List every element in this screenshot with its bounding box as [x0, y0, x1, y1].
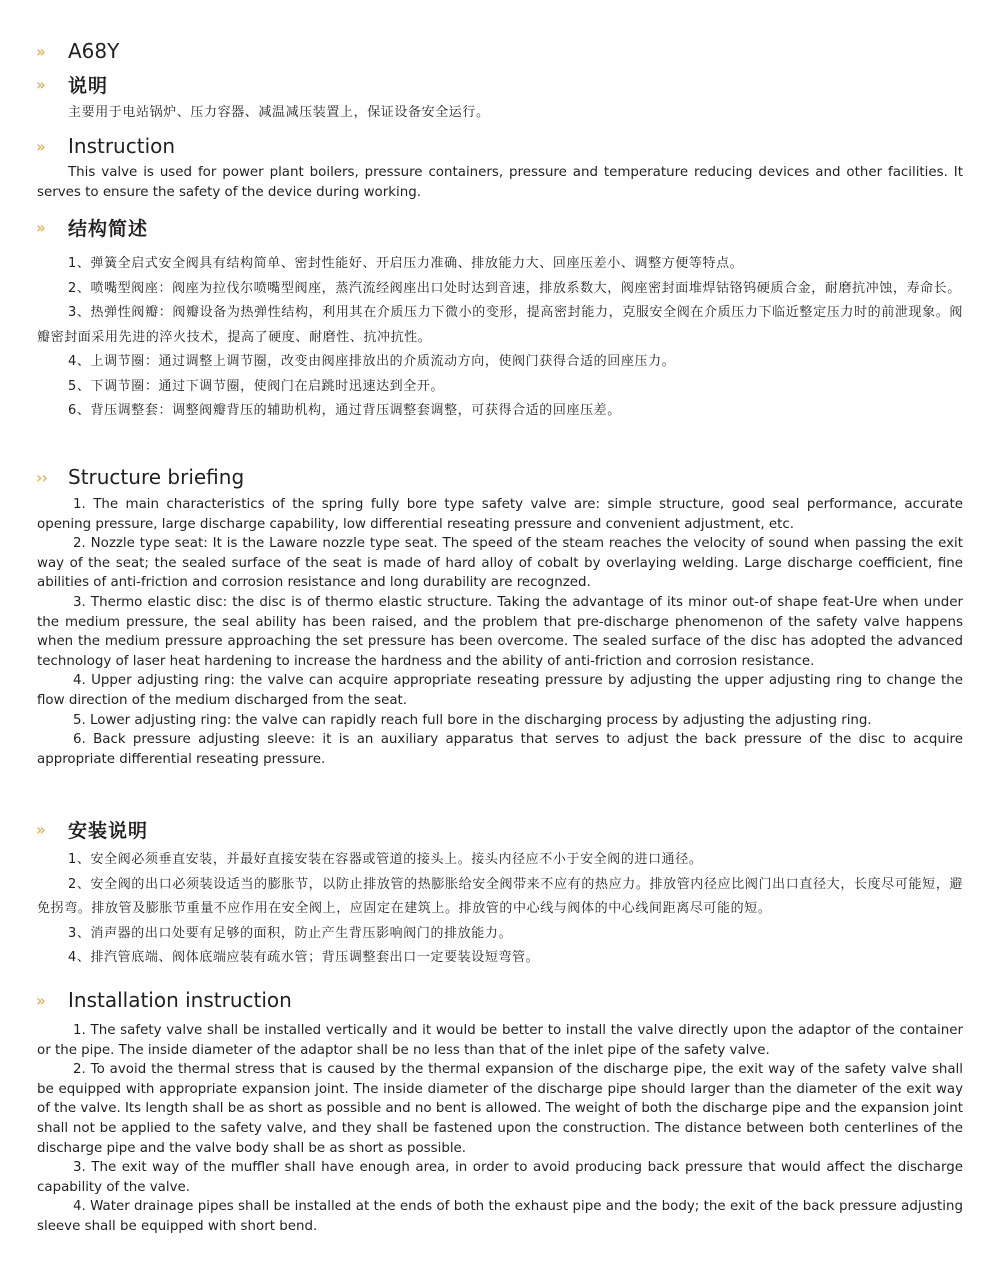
model-heading — [36, 37, 119, 65]
section-title: 说明 — [68, 74, 109, 97]
list-item: 2、安全阀的出口必须装设适当的膨胀节，以防止排放管的热膨胀给安全阀带来不应有的热应力。排放管内径应比阀门出口直径大，长度尽可能短，避免拐弯。排放管及膨胀节重量不应作用在安全阀上，应固定在建筑上。排放管的中心线与阀体的中心线间距离尽可能的短。 — [37, 876, 963, 916]
desc-cn-text — [37, 101, 963, 126]
list-item: 3、热弹性阀瓣：阀瓣设备为热弹性结构，利用其在介质压力下微小的变形，提高密封能力，克服安全阀在介质压力下临近整定压力时的前泄现象。阀瓣密封面采用先进的淬火技术，提高了硬度、耐磨性、抗冲抗性。 — [37, 305, 963, 345]
chevron-marker-icon: » — [36, 74, 45, 94]
list-item: 1、弹簧全启式安全阀具有结构简单、密封性能好、开启压力准确、排放能力大、回座压差小、调整方便等特点。 — [68, 256, 744, 271]
paragraph: This valve is used for power plant boilers, pressure containers, pressure and temperature reducing devices and other facilities. It serves to ensure the safety of the device during working. — [37, 165, 963, 200]
chevron-marker-icon: ›› — [36, 467, 47, 487]
list-item: 6、背压调整套：调整阀瓣背压的辅助机构，通过背压调整套调整，可获得合适的回座压差。 — [68, 403, 621, 418]
paragraph: 主要用于电站锅炉、压力容器、减温减压装置上，保证设备安全运行。 — [68, 105, 490, 120]
desc-en-heading — [36, 132, 175, 160]
chevron-marker-icon: » — [36, 819, 45, 839]
install-cn-list — [37, 848, 963, 971]
desc-cn-heading — [36, 70, 108, 98]
install-en-heading — [36, 986, 292, 1014]
list-item: 3. Thermo elastic disc: the disc is of thermo elastic structure. Taking the advantage of its minor out-of shape feat-Ure when under the medium pressure, the seal ability has been raised, and the problem that pre-discharge phenomenon of the safety valve happens when the medium pressure approaching the set pressure has been overcome. The sealed surface of the disc has adopted the advanced technology of laser heat hardening to increase the hardness and the ability of anti-friction and corrosion resistance. — [37, 594, 963, 669]
struct-cn-list — [37, 252, 963, 424]
section-title: Instruction — [68, 134, 176, 158]
chevron-marker-icon: » — [36, 217, 45, 237]
struct-en-list — [37, 495, 963, 769]
list-item: 6. Back pressure adjusting sleeve: it is an auxiliary apparatus that serves to adjust the back pressure of the disc to acquire appropriate differential reseating pressure. — [37, 732, 963, 767]
chevron-marker-icon: » — [36, 990, 45, 1010]
struct-en-heading — [36, 463, 244, 491]
section-title: Installation instruction — [68, 988, 292, 1012]
desc-en-text — [37, 163, 963, 202]
install-en-list — [37, 1021, 963, 1237]
list-item: 1. The main characteristics of the spring fully bore type safety valve are: simple structure, good seal performance, accurate opening pressure, large discharge capability, low differential reseating pressure and convenient adjustment, etc. — [37, 497, 963, 532]
install-cn-heading — [36, 815, 148, 843]
section-title: 结构简述 — [68, 217, 149, 240]
list-item: 2. Nozzle type seat: It is the Laware nozzle type seat. The speed of the steam reaches the velocity of sound when passing the exit way of the seat; the sealed surface of the seat is made of hard alloy of cobalt by overlaying welding. Large discharge coefficient, fine abilities of anti-friction and corrosion resistance and long durability are recognzed. — [37, 536, 963, 591]
list-item: 3、消声器的出口处要有足够的面积，防止产生背压影响阀门的排放能力。 — [68, 925, 513, 941]
chevron-marker-icon: » — [36, 136, 45, 156]
list-item: 4、上调节圈：通过调整上调节圈，改变由阀座排放出的介质流动方向，使阀门获得合适的回座压力。 — [68, 354, 676, 369]
list-item: 2、喷嘴型阀座：阀座为拉伐尔喷嘴型阀座，蒸汽流经阀座出口处时达到音速，排放系数大，阀座密封面堆焊钴铬钨硬质合金，耐磨抗冲蚀，寿命长。 — [68, 280, 961, 296]
list-item: 5. Lower adjusting ring: the valve can rapidly reach full bore in the discharging process by adjusting the adjusting ring. — [73, 712, 872, 728]
list-item: 2. To avoid the thermal stress that is caused by the thermal expansion of the discharge pipe, the exit way of the safety valve shall be equipped with appropriate expansion joint. The inside diameter of the discharge pipe should larger than the diameter of the exit way of the valve. Its length shall be as short as possible and no bent is allowed. The weight of both the discharge pipe and the expansion joint shall not be applied to the safety valve, and they shall be fastened upon the construction. The distance between both centerlines of the discharge pipe and the valve body shall be as short as possible. — [37, 1062, 963, 1156]
list-item: 3. The exit way of the muffler shall have enough area, in order to avoid producing back pressure that would affect the discharge capability of the valve. — [37, 1160, 963, 1195]
list-item: 4. Upper adjusting ring: the valve can acquire appropriate reseating pressure by adjusting the upper adjusting ring to change the flow direction of the medium discharged from the seat. — [37, 673, 963, 708]
list-item: 1、安全阀必须垂直安装，并最好直接安装在容器或管道的接头上。接头内径应不小于安全阀的进口通径。 — [68, 852, 703, 867]
list-item: 4、排汽管底端、阀体底端应装有疏水管；背压调整套出口一定要装设短弯管。 — [68, 950, 540, 965]
section-title: Structure briefing — [68, 465, 245, 489]
section-title: 安装说明 — [68, 819, 149, 842]
struct-cn-heading — [36, 213, 148, 241]
list-item: 5、下调节圈：通过下调节圈，使阀门在启跳时迅速达到全开。 — [68, 378, 445, 394]
list-item: 1. The safety valve shall be installed vertically and it would be better to install the valve directly upon the adaptor of the container or the pipe. The inside diameter of the adaptor shall be no less than that of the inlet pipe of the safety valve. — [37, 1023, 963, 1058]
list-item: 4. Water drainage pipes shall be installed at the ends of both the exhaust pipe and the body; the exit of the back pressure adjusting sleeve shall be equipped with short bend. — [37, 1199, 963, 1234]
chevron-marker-icon: » — [36, 41, 45, 61]
model-title: A68Y — [68, 39, 120, 63]
